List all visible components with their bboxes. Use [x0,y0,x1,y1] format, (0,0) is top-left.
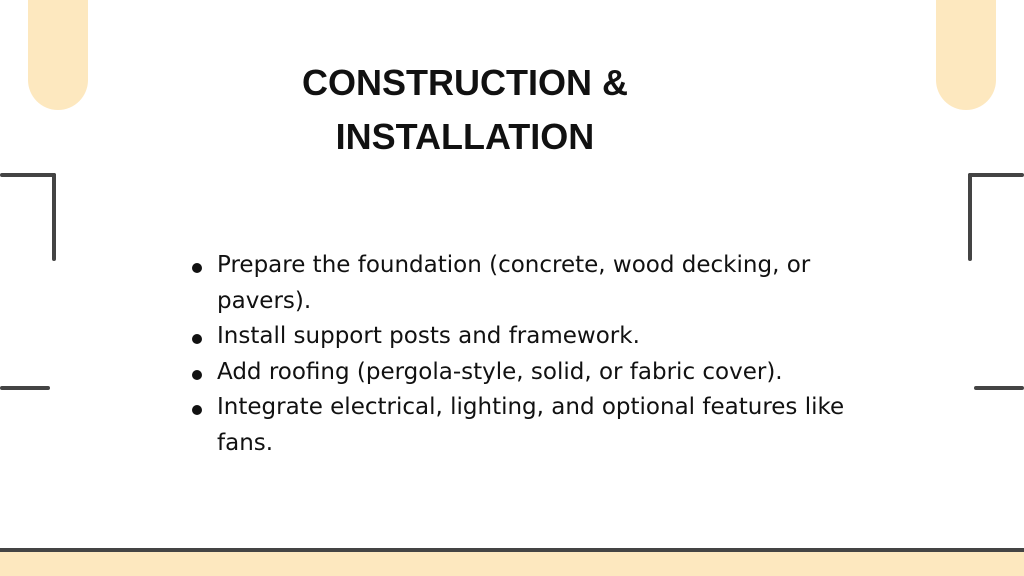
bullet-list [190,248,870,461]
left-lower-tick-line [0,386,50,390]
bullet-item [190,355,870,391]
bullet-text: Prepare the foundation (concrete, wood decking, or pavers). [217,252,811,314]
right-bracket-vertical-line [968,173,972,261]
left-bracket-top-line [0,173,56,177]
left-bracket-vertical-line [52,173,56,261]
top-left-decorative-tab [28,0,88,110]
bullet-dot-icon [192,263,202,273]
bullet-dot-icon [192,334,202,344]
bullet-dot-icon [192,405,202,415]
bullet-text: Install support posts and framework. [217,323,640,349]
bullet-dot-icon [192,370,202,380]
bullet-item [190,248,870,319]
bullet-text: Integrate electrical, lighting, and optional features like fans. [217,394,845,456]
right-bracket-top-line [968,173,1024,177]
bullet-item [190,319,870,355]
right-lower-tick-line [974,386,1024,390]
slide-title: CONSTRUCTION & INSTALLATION [302,62,628,157]
bullet-item [190,390,870,461]
bottom-accent-band [0,552,1024,576]
top-right-decorative-tab [936,0,996,110]
bullet-text: Add roofing (pergola-style, solid, or fabric cover). [217,358,783,385]
